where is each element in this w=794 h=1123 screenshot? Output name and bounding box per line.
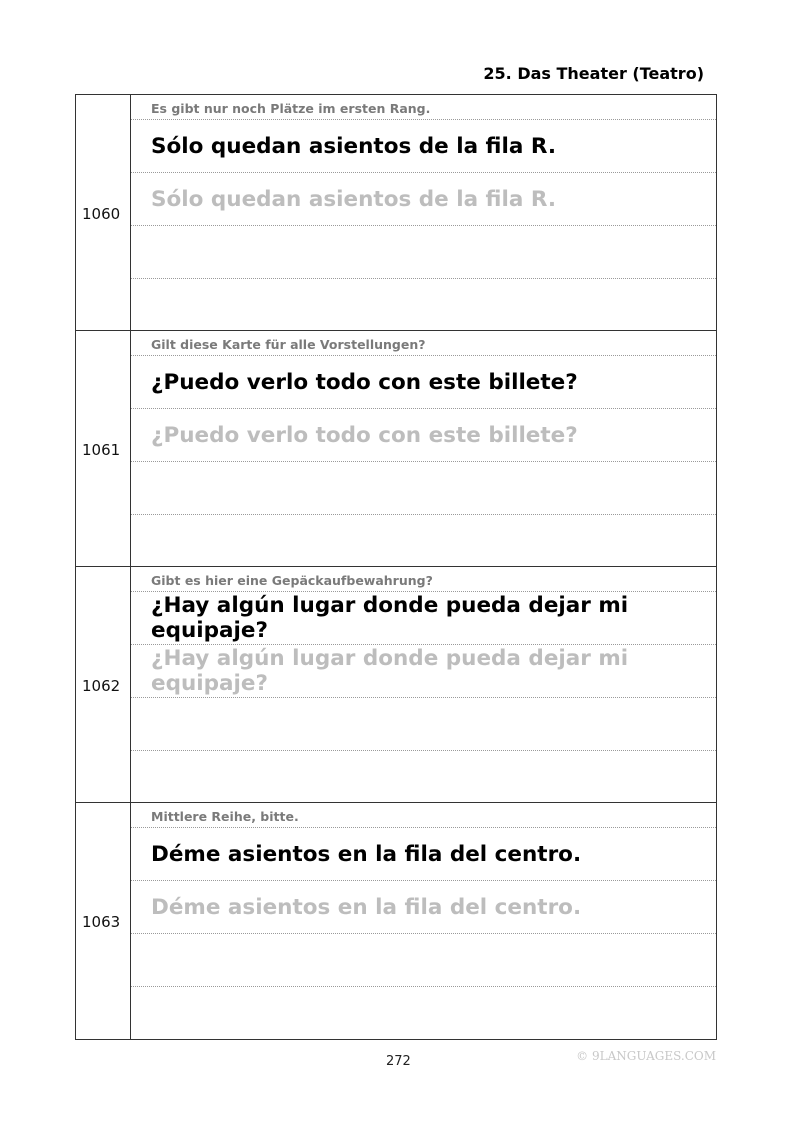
blank-writing-line[interactable] [131,226,716,279]
blank-writing-line[interactable] [131,279,716,330]
german-hint: Gibt es hier eine Gepäckaufbewahrung? [131,567,716,592]
german-hint: Es gibt nur noch Plätze im ersten Rang. [131,95,716,120]
spanish-sentence: Déme asientos en la fila del centro. [131,828,716,881]
entry-number: 1063 [75,803,131,1039]
writing-lines [131,331,717,566]
spanish-sentence: Sólo quedan asientos de la fila R. [131,120,716,173]
worksheet-table [75,94,717,1040]
page-number: 272 [386,1054,411,1069]
entry-row [75,567,717,803]
tracing-sentence: ¿Puedo verlo todo con este billete? [131,409,716,462]
german-hint: Mittlere Reihe, bitte. [131,803,716,828]
entry-number: 1061 [75,331,131,566]
blank-writing-line[interactable] [131,751,716,802]
tracing-sentence: Sólo quedan asientos de la fila R. [131,173,716,226]
tracing-sentence: ¿Hay algún lugar donde pueda dejar mi equipaje? [131,645,716,698]
entry-number: 1060 [75,95,131,330]
blank-writing-line[interactable] [131,934,716,987]
writing-lines [131,803,717,1039]
page-title: 25. Das Theater (Teatro) [483,64,704,83]
german-hint: Gilt diese Karte für alle Vorstellungen? [131,331,716,356]
entry-row [75,331,717,567]
entry-row [75,95,717,331]
blank-writing-line[interactable] [131,698,716,751]
spanish-sentence: ¿Puedo verlo todo con este billete? [131,356,716,409]
writing-lines [131,95,717,330]
spanish-sentence: ¿Hay algún lugar donde pueda dejar mi equipaje? [131,592,716,645]
blank-writing-line[interactable] [131,462,716,515]
copyright-notice: © 9LANGUAGES.COM [576,1049,716,1063]
entry-row [75,803,717,1040]
tracing-sentence: Déme asientos en la fila del centro. [131,881,716,934]
blank-writing-line[interactable] [131,515,716,566]
blank-writing-line[interactable] [131,987,716,1039]
entry-number: 1062 [75,567,131,802]
writing-lines [131,567,717,802]
